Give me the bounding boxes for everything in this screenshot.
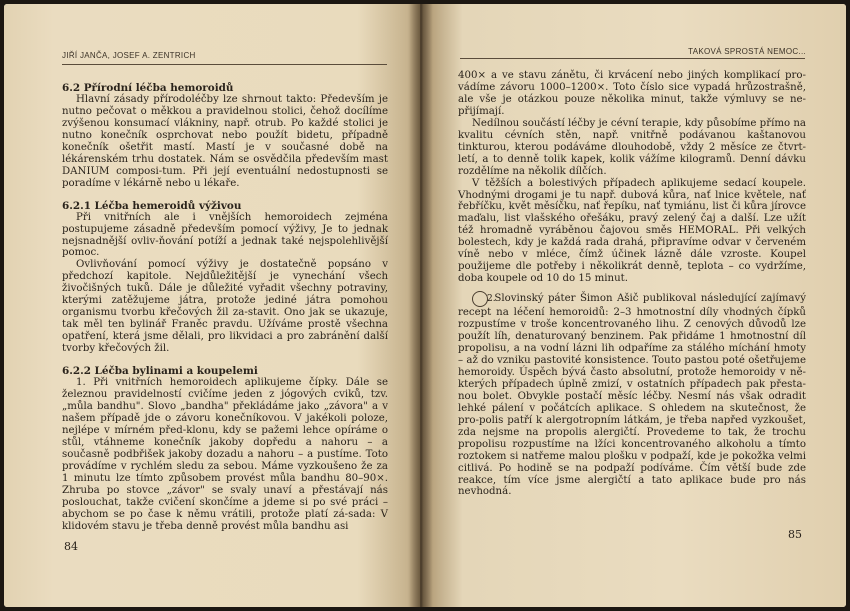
right-page: [420, 4, 846, 607]
paragraph-6-2-1-a: Při vnitřních ale i vnějších hemoroidech zejména postupujeme zásadně především pomocí výživy, Je to jednak nejsnadnější ovliv-ňování potíží a jednak také nejspolehlivější pomoc.: [62, 211, 388, 259]
item-number-badge: 2.: [472, 291, 488, 307]
header-rule-left: [62, 64, 387, 65]
item-2-text: Slovinský páter Šimon Ašič publikoval následující zajímavý recept na léčení hemoroidů: 2–3 hmotnostní díly vhodných čípků rozpustíme v troše koncentrovaného lihu. Z cenových důvodů lze použít líh, denaturovaný benzinem. Pak přidáme 1 hmotnostní díl propolisu, a na vodní lázni lih odpaříme za stálého míchání hmoty – až do vzniku pastovité konsistence. Touto pastou poté ošetřujeme hemoroidy. Úspěch bývá často absolutní, protože hemoroidy v ně-kterých případech úplně zmizí, v ostatních případech pak přesta-nou bolet. Obvykle postačí měsíc léčby. Nesmí nás však odradit lehké pálení v počátcích aplikace. S ohledem na skutečnost, že pro-polis patří k alergotropním látkám, je třeba napřed vyzkoušet, zda nejsme na propolis alergičtí. Provedeme to tak, že trochu propolisu rozpustíme na lžíci koncentrovaného alkoholu a tímto roztokem si natřeme malou plošku v podpaží, kde je pokožka velmi citlivá. Po hodině se na podpaží podíváme. Čím větší bude zde reakce, tím více jsme alergičtí a tato aplikace bude pro nás nevhodná.: [458, 293, 806, 498]
header-rule-right: [460, 58, 805, 59]
open-book: [4, 4, 846, 607]
book-gutter: [409, 4, 433, 607]
heading-6-2-2: 6.2.2 Léčba bylinami a koupelemi: [62, 365, 258, 378]
left-page-text: [62, 82, 388, 532]
left-page: [4, 4, 420, 607]
page-number-right: 85: [788, 528, 802, 541]
running-head-left: JIŘÍ JANČA, JOSEF A. ZENTRICH: [62, 51, 196, 60]
paragraph-6-2: Hlavní zásady přírodoléčby lze shrnout takto: Především je nutno pečovat o měkkou a pravidelnou stolici, čehož docílíme zvýšenou konsumací vlákniny, např. otrub. Po každé stolici je nutno konečník osprchovat nebo použít bidetu, případně konečník ošetřit mastí. Mastí je v současné době na lékárenském trhu dostatek. Nám se osvědčila především mast DANIUM composi-tum. Při její eventuální nedostupnosti se poradíme v lékárně nebo u lékaře.: [62, 94, 388, 189]
right-page-text: [458, 70, 806, 498]
paragraph-vascular-therapy: Nedílnou součástí léčby je cévní terapie, kdy působíme přímo na kvalitu cévních stěn, např. vnitřně podávanou kaštanovou tinkturou, kterou podáváme dlouhodobě, vždy 2 měsíce ze čtvrt-letí, a to denně tolik kapek, kolik vážíme kilogramů. Denní dávku rozdělíme na několik dílčích.: [458, 117, 806, 177]
running-head-right: TAKOVÁ SPROSTÁ NEMOC...: [688, 47, 806, 56]
paragraph-6-2-2: 1. Při vnitřních hemoroidech aplikujeme čípky. Dále se železnou pravidelností cvičíme jeden z jógových cviků, tzv. „můla bandhu". Slovo „bandha" překládáme jako „závora" a v našem případě jde o závoru konečníkovou. V jakékoli poloze, nejlépe v mírném před-klonu, kdy se pažemi lehce opíráme o stůl, vtáhneme konečník jakoby dopředu a nahoru – a současně podbřišek jakoby dozadu a nahoru – a pustíme. Toto provádíme v rychlém sledu za sebou. Máme vyzkoušeno že za 1 minutu lze tímto způsobem provést můla bandhu 80–90×. Zhruba po stovce „závor" se svaly unaví a přestávají nás poslouchat, takže cvičení skončíme a jdeme si po své práci – abychom se po čase k němu vrátili, protože platí zá-sada: V klidovém stavu je třeba denně provést můla bandhu asi: [62, 377, 388, 532]
heading-6-2-1: 6.2.1 Léčba hemeroidů výživou: [62, 199, 242, 212]
paragraph-sitz-baths: V těžších a bolestivých případech aplikujeme sedací koupele. Vhodnými drogami je tu např. dubová kůra, nať lnice květele, nať řebříčku, květ měsíčku, nať řepíku, nať tymiánu, list či kůra jírovce maďalu, list vlašského ořešáku, pravý zelený čaj a další. Lze užít též hromadně vyráběnou čajovou směs HEMORAL. Při velkých bolestech, kdy je každá rada drahá, připravíme odvar v červeném víně nebo v mléce, čímž účinek lázně dále vzroste. Koupel použijeme dle potřeby i několikrát denně, teplota – co vydržíme, doba koupele od 10 do 15 minut.: [458, 177, 806, 285]
paragraph-continued: 400× a ve stavu zánětu, či krvácení nebo jiných komplikací pro-vádíme závoru 1000–1200×. Toto číslo sice vypadá hrůzostrašně, ale vše je otázkou pouze několika minut, takže výmluvy se ne-přijímají.: [458, 70, 806, 117]
list-item-2: [458, 291, 806, 498]
paragraph-6-2-1-b: Ovlivňování pomocí výživy je dostatečně popsáno v předchozí kapitole. Nejdůležitější je vynechání všech živočišných tuků. Dále je důležité vyřadit všechny potraviny, kterými zatěžujeme játra, protože jediné játra pomohou organismu tvorbu křečových žil za-stavit. Ono jak se ukazuje, tak měl ten bylinář Franěc pravdu. Užíváme prostě všechna opatření, která jsme dělali, pro likvidaci a pro zabránění další tvorby křečových žil.: [62, 259, 388, 355]
page-number-left: 84: [64, 540, 78, 553]
heading-6-2: 6.2 Přírodní léčba hemoroidů: [62, 82, 234, 94]
